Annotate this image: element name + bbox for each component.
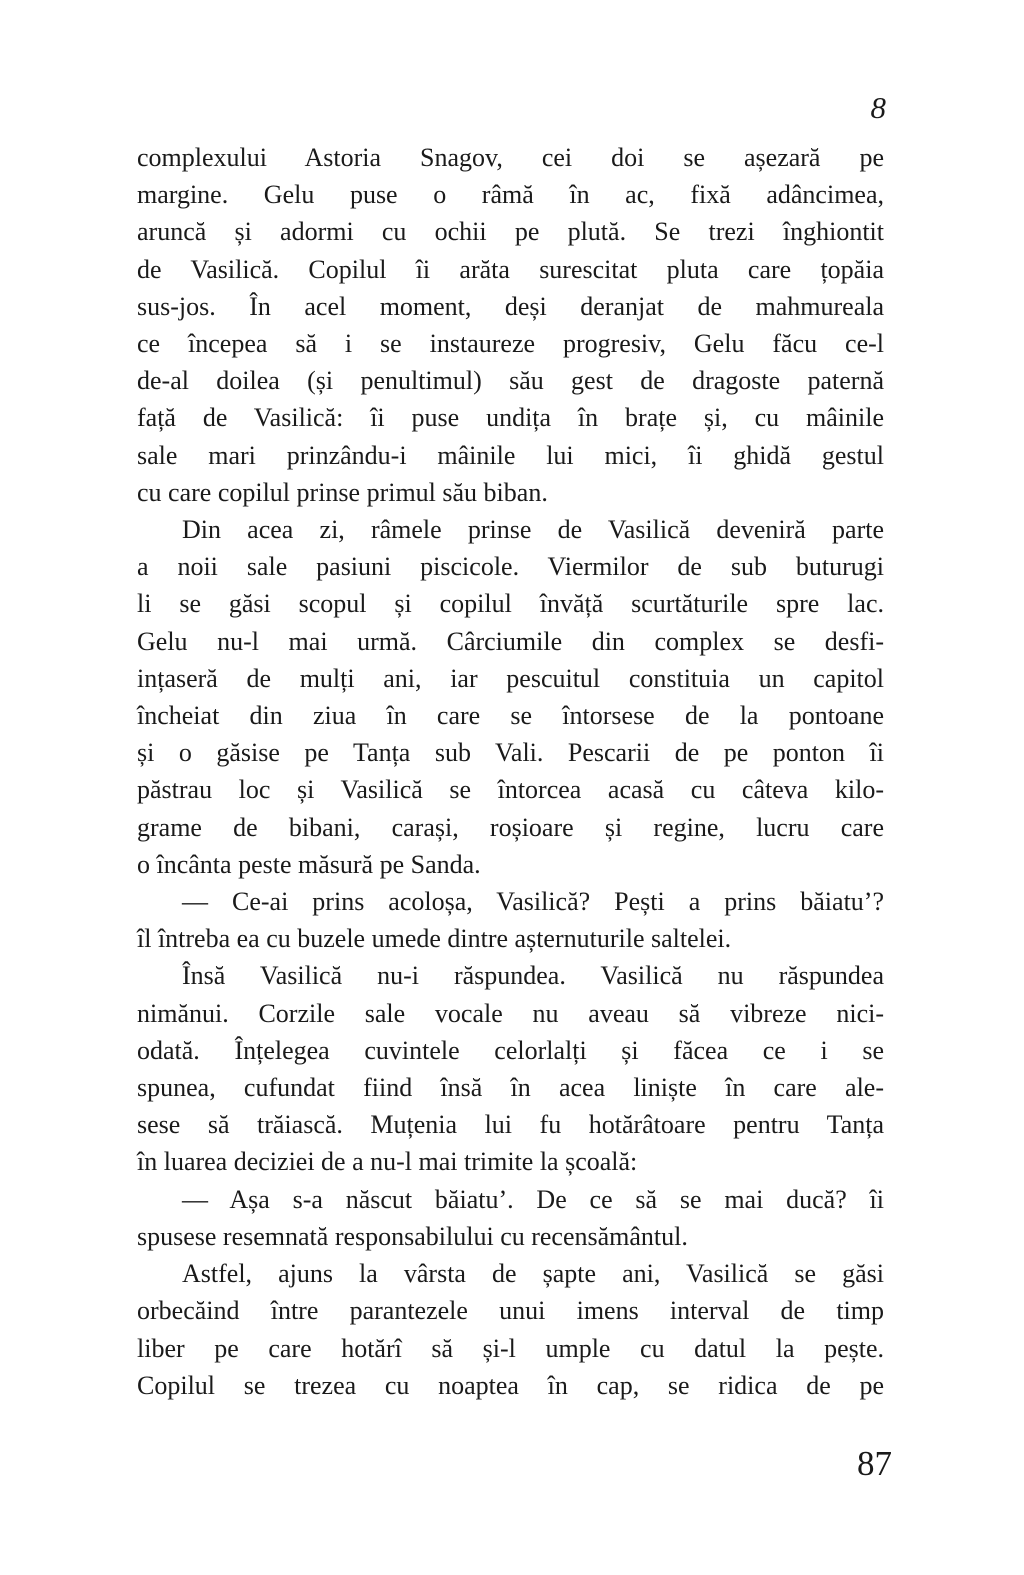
text-line: față de Vasilică: îi puse undița în brațe și, cu mâinile [137, 403, 884, 433]
text-line: Gelu nu-l mai urmă. Cârciumile din complex se desfi- [137, 626, 884, 656]
text-line: odată. Înțelegea cuvintele celorlalți și făcea ce i se [137, 1035, 884, 1065]
text-line: — Ce-ai prins acoloșa, Vasilică? Pești a prins băiatu’? [182, 887, 884, 917]
text-line: complexului Astoria Snagov, cei doi se așezară pe [137, 143, 884, 172]
text-line: și o găsise pe Tanța sub Vali. Pescarii de pe ponton îi [137, 738, 884, 768]
text-line: sus-jos. În acel moment, deși deranjat de mahmureala [137, 291, 884, 321]
text-line: Însă Vasilică nu-i răspundea. Vasilică nu răspundea [182, 961, 884, 991]
text-line: de-al doilea (și penultimul) său gest de dragoste paternă [137, 366, 884, 396]
text-line: li se găsi scopul și copilul învăță scurtăturile spre lac. [137, 589, 884, 619]
header-page-number: 8 [870, 90, 886, 125]
text-line: margine. Gelu puse o râmă în ac, fixă adâncimea, [137, 180, 884, 210]
text-line: în luarea deciziei de a nu-l mai trimite la școală: [137, 1147, 638, 1177]
text-line: liber pe care hotărî să și-l umple cu datul la pește. [137, 1333, 884, 1363]
text-line: de Vasilică. Copilul îi arăta surescitat pluta care țopăia [137, 254, 884, 284]
text-line: ce începea să i se instaureze progresiv, Gelu făcu ce-l [137, 329, 884, 359]
text-line: spusese resemnată responsabilului cu recensământul. [137, 1221, 688, 1251]
text-line: Astfel, ajuns la vârsta de șapte ani, Vasilică se găsi [182, 1259, 884, 1289]
text-line: o încânta peste măsură pe Sanda. [137, 849, 481, 879]
text-line: Din acea zi, râmele prinse de Vasilică deveniră parte [182, 515, 884, 545]
text-line: Copilul se trezea cu noaptea în cap, se ridica de pe [137, 1370, 884, 1400]
text-line: ințaseră de mulți ani, iar pescuitul constituia un capitol [137, 663, 884, 693]
text-line: a noii sale pasiuni piscicole. Viermilor de sub buturugi [137, 552, 884, 582]
text-block [137, 139, 884, 1404]
text-line: grame de bibani, carași, roșioare și regine, lucru care [137, 812, 884, 842]
text-line: îl întreba ea cu buzele umede dintre așternuturile saltelei. [137, 924, 732, 954]
text-line: păstrau loc și Vasilică se întorcea acasă cu câteva kilo- [137, 775, 884, 805]
text-line: sale mari prinzându-i mâinile lui mici, îi ghidă gestul [137, 440, 884, 470]
text-line: sese să trăiască. Muțenia lui fu hotărâtoare pentru Tanța [137, 1110, 884, 1140]
text-line: încheiat din ziua în care se întorsese de la pontoane [137, 701, 884, 731]
footer-page-number: 87 [857, 1444, 892, 1483]
text-line: cu care copilul prinse primul său biban. [137, 477, 548, 507]
text-line: nimănui. Corzile sale vocale nu aveau să vibreze nici- [137, 998, 884, 1028]
text-line: spunea, cufundat fiind însă în acea liniște în care ale- [137, 1073, 884, 1103]
text-line: aruncă și adormi cu ochii pe plută. Se trezi înghiontit [137, 217, 884, 247]
text-line: orbecăind între parantezele unui imens interval de timp [137, 1296, 884, 1326]
text-line: — Așa s-a născut băiatu’. De ce să se mai ducă? îi [182, 1184, 884, 1214]
